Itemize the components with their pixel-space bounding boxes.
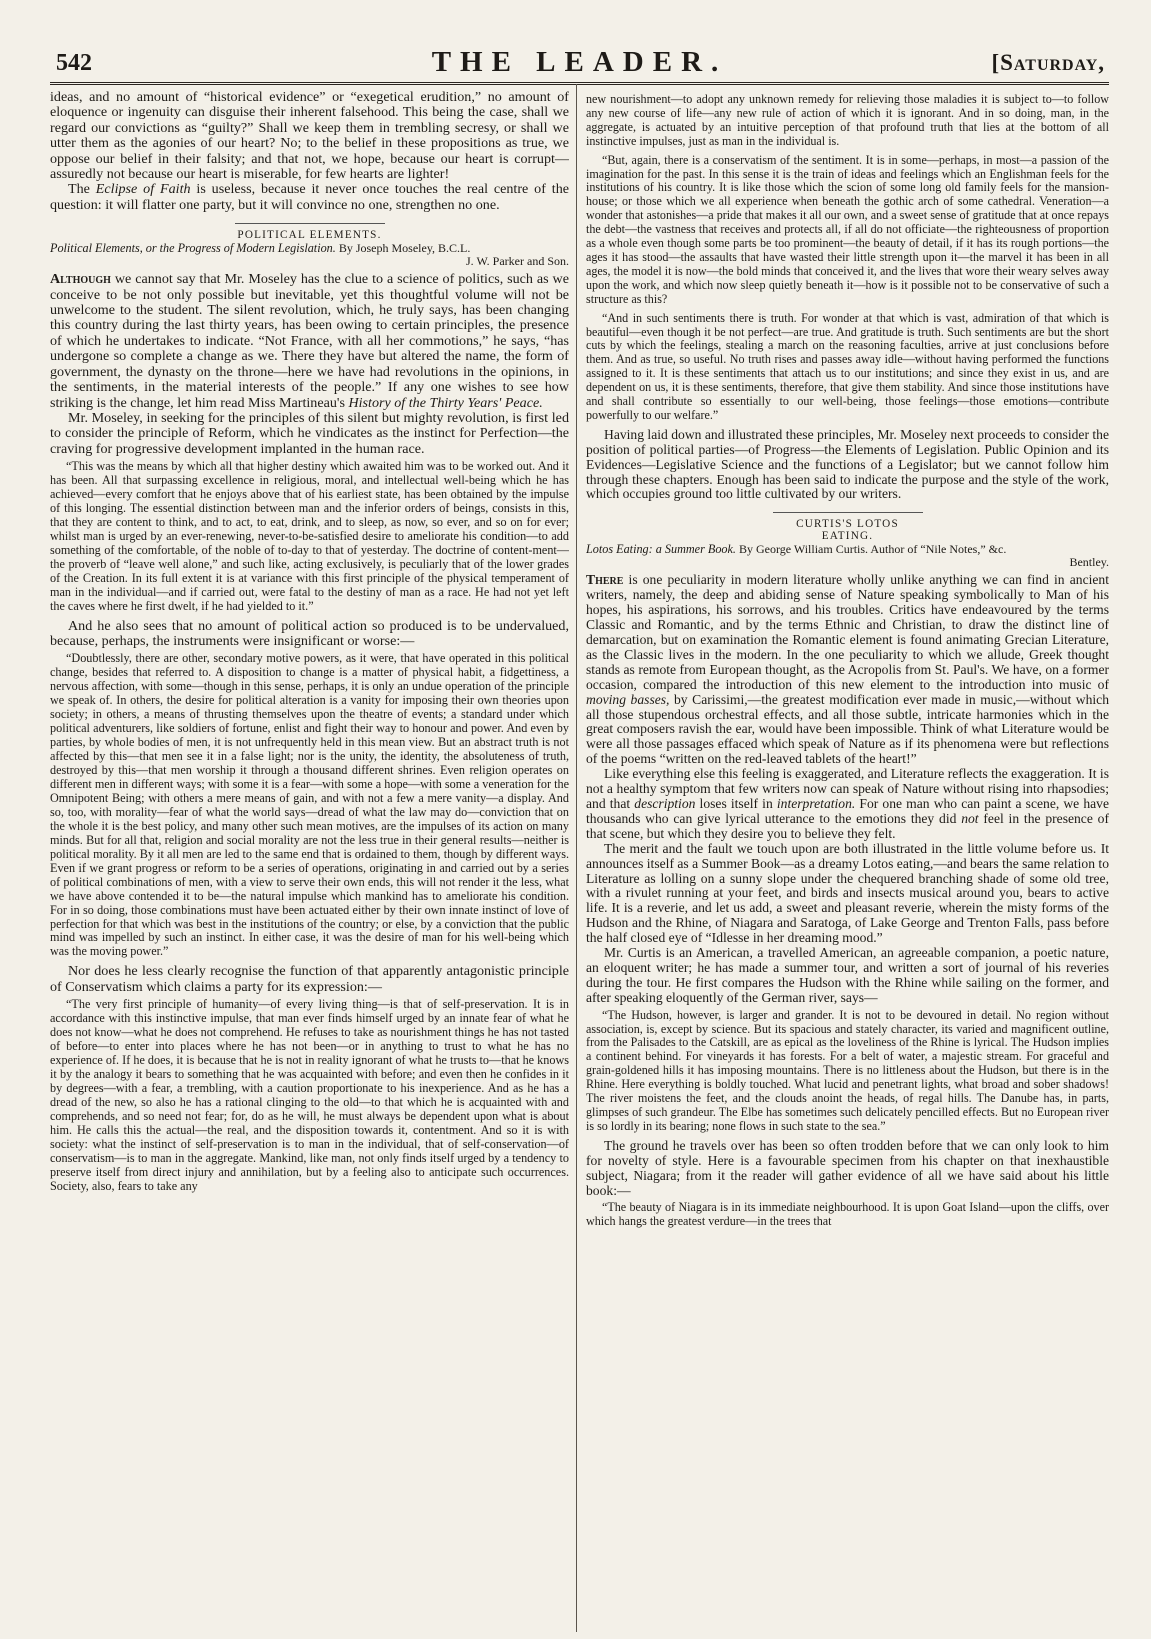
article-paragraph: Nor does he less clearly recognise the function of that apparently antagonistic principle of Conservatism which claims a party for its expression:— (50, 963, 569, 995)
book-title: History of the Thirty Years' Peace. (348, 394, 543, 411)
article-paragraph: There is one peculiarity in modern literature wholly unlike anything we can find in ancient writers, namely, the deep and abiding sense of Nature speaking symbolically to Man of his hopes, his aspirations, his sorrows, and his troubles. Critics have endeavoured by the terms Classic and Romantic, and by the terms Ethnic and Christian, to draw the distinct line of demarcation, but on examination the Romantic element is found animating Grecian Literature, as the Classic lives in the modern. In the one peculiarity to which we allude, Greek thought stands as remote from European thought, as the Acropolis from St. Paul's. We have, on a former occasion, compared the introduction of this new element to the introduction into music of moving basses, by Carissimi,—the greatest modification ever made in music,—without which all those stupendous orchestral effects, and all those subtle, intricate harmonies which in the great composers ravish the ear, would have been impossible. Think of what Literature would be were all those passages effaced which speak of Nature as if its phenomena were but reflections of the poems “written on the red-leaved tablets of the heart!” (586, 572, 1109, 767)
left-column (50, 90, 569, 1630)
section-heading: CURTIS'S LOTOS EATING. (773, 512, 923, 542)
column-divider (576, 84, 577, 1632)
article-paragraph: And he also sees that no amount of political action so produced is to be undervalued, because, perhaps, the instruments were insignificant or worse:— (50, 617, 569, 650)
article-paragraph: The Eclipse of Faith is useless, because it never once touches the real centre of the question: it will flatter one party, but it will convince no one, strengthen no one. (50, 181, 569, 213)
block-quote: “The beauty of Niagara is in its immediate neighbourhood. It is upon Goat Island—upon the cliffs, over which hangs the greatest verdure—in the trees that (586, 1200, 1109, 1229)
block-quote: new nourishment—to adopt any unknown remedy for relieving those maladies it is subject to—to follow any new course of life—any new rule of action of which it is ignorant. And in so doing, man, in the aggregate, is actuated by an intuitive perception of that profound truth that lies at the bottom of all instinctive impulses, just as man in the individual is. (586, 92, 1109, 148)
block-quote: “The very first principle of humanity—of every living thing—is that of self-preservation. It is in accordance with this instinctive impulse, that man ever finds himself urged by an innate fear of what he does not know—what he does not comprehend. He refuses to take as nourishment things he has not tasted of before—to enter into places where he has not been—or in anything to trust to what he has no experience of. If he does, it is because that he is not in reality ignorant of what he trusts to—that he knows it by the analogy it bears to something that he was acquainted with before; and even then he confides in it by degrees—with a fear, a trembling, with a caution proportionate to his inexperience. And as he has a dread of the new, so also he has a rational clinging to the old—to that which he is acquainted with and comprehends, and so need not fear; for, do as he will, he must always be dependent upon what is about him. He calls this the actual—the real, and the disposition towards it, contentment. And so it is with society: what the instinct of self-preservation is to man in the individual, that of self-conservation—of conservatism—is to man in the aggregate. Mankind, like man, not only finds itself urged by a tendency to preserve itself from direct injury and annihilation, but by a feeling also to anticipate such occurrences. Society, also, fears to take any (50, 997, 569, 1193)
right-column (586, 90, 1109, 1630)
article-paragraph: ideas, and no amount of “historical evidence” or “exegetical erudition,” no amount of eloquence or ingenuity can disguise their inherent falsehood. This being the case, shall we regard our convictions as “guilty?” Shall we keep them in trembling secresy, or shall we utter them as the agonies of our heart? No; to the belief in these propositions as true, we oppose our belief in their falsity; and that not, we hope, because our heart is corrupt—assuredly not because our heart is miserable, for few hearts are lighter! (50, 90, 569, 183)
page-number: 542 (56, 50, 92, 76)
block-quote: “This was the means by which all that higher destiny which awaited him was to be worked out. And it has been. All that surpassing excellence in religious, moral, and intellectual well-being which he has achieved—every comfort that he enjoys above that of his earliest state, has been obtained by the impulse of this longing. The essential distinction between man and the inferior orders of beings, consists in this, that they are content to think, and to act, to eat, drink, and to sleep, as now, so ever, and so on for ever; whilst man is urged by an ever-renewing, never-to-be-satisfied desire to ameliorate his condition—to add something of the comfortable, of the noble of to-day to that of yesterday. The doctrine of content-ment—the proverb of “leave well alone,” and such like, acting exclusively, is peculiarly that of the lower grades of the Creation. In its full extent it is at variance with this first principle of the physical temperament of man in the individual—and if carried out, were fatal to the destiny of man as a race. He had not yet left the caves where he first dwelt, if he had yielded to it.” (50, 459, 569, 613)
block-quote: “The Hudson, however, is larger and grander. It is not to be devoured in detail. No region without association, is, except by science. But its spacious and stately character, its varied and magnificent outline, from the Palisades to the Catskill, are as epical as the loveliness of the Rhine is lyrical. The Hudson implies a continent behind. For vineyards it has forests. For a belt of water, a majestic stream. For graceful and grain-goldened hills it has imposing mountains. There is no littleness about the Hudson, but there is in the Rhine. Here everything is boldly touched. What lucid and penetrant lights, what broad and sober shadows! The river moistens the feet, and the clouds anoint the heads, of regal hills. The Danube has, in parts, glimpses of such grandeur. The Elbe has sometimes such delicately pencilled effects. But no European river is so lordly in its bearing; none flows in such state to the sea.” (586, 1007, 1109, 1133)
section-heading: POLITICAL ELEMENTS. (235, 223, 385, 241)
article-paragraph: Having laid down and illustrated these principles, Mr. Moseley next proceeds to consider the position of political parties—of Progress—the Elements of Legislation. Public Opinion and its Evidences—Legislative Science and the functions of a Legislator; but we cannot follow him through these chapters. Enough has been said to indicate the purpose and the style of the work, which occupies ground too little cultivated by our writers. (586, 426, 1109, 502)
newspaper-title: THE LEADER. (431, 46, 728, 78)
block-quote: “Doubtlessly, there are other, secondary motive powers, as it were, that have operated in this political change, besides that referred to. A disposition to change is a matter of physical habit, a fidgettiness, a nervous affection, with some—though in this sense, perhaps, it is only an undue operation of the principle we speak of. In others, the desire for political alteration is a vanity for imposing their own theories upon society; in others, a means of thrusting themselves upon the theatre of events; a standard under which political adventurers, like soldiers of fortune, enlist and fight their way to honour and power. And even by parties, by whole bodies of men, it is not unfrequently held in this mean view. But an abstract truth is not affected by this—that men see it in a false light; nor is the unity, the identity, the absoluteness of truth, destroyed by this—that men worship it through a thousand different shrines. Even religion operates on different men in different ways; with some it is a fear—with some a hope—with some a veneration for the Omnipotent Being; with others a mere means of gain, and with not a few a mere vanity—a display. And so, too, with morality—fear of what the world says—dread of what the law may do—conviction that on the whole it is the best policy, and many other such mean motives, are the impulses of its action on many minds. But for all that, religion and social morality are not the less true in their general results—neither is political morality. By it all men are led to the same end that is ordained to them, though by different ways. Even if we grant progress or reform to be a series of operations, originating in and carried out by a series of political combinations of men, with a view to serve their own ends, this will not render it the less, what we have above contended it to be—the natural impulse which mankind has to ameliorate his condition. For in so doing, those combinations must have been actuated either by their own innate instinct of love of perfection for that which was best in the institutions of the country; or else, by a conviction that the public mind was impelled by such an instinct. In either case, it was the desire of man for his well-being which was the moving power.” (50, 651, 569, 959)
book-title: Eclipse of Faith (95, 181, 191, 198)
book-citation: Political Elements, or the Progress of Modern Legislation. By Joseph Moseley, B.C.L. J. W. Parker and Son. (50, 241, 569, 269)
article-paragraph: The ground he travels over has been so often trodden before that we can only look to him for novelty of style. Here is a favourable specimen from his chapter on that inexhaustible subject, Niagara; from it the reader will gather evidence of all we have said about his little book:— (586, 1137, 1109, 1198)
issue-day: [Saturday, (991, 50, 1105, 75)
article-paragraph: Mr. Moseley, in seeking for the principles of this silent but mighty revolution, is first led to consider the principle of Reform, which he vindicates as the instinct for Perfection—the craving for progressive development implanted in the human race. (50, 409, 569, 457)
article-paragraph: Although we cannot say that Mr. Moseley has the clue to a science of politics, such as we conceive to be not only possible but inevitable, yet this thoughtful volume will not be unwelcome to the student. The silent revolution, which, he truly says, has been changing this country during the last thirty years, has been owing to certain principles, the presence of which he undertakes to indicate. “Not France, with all her commotions,” he says, “has undergone so complete a change as we. There they have but altered the name, the form of government, the dynasty on the throne—here we have had revolutions in the opinions, in the sentiments, in the material interests of the people.” If any one wishes to see how striking is the change, let him read Miss Martineau's History of the Thirty Years' Peace. (50, 271, 569, 411)
block-quote: “But, again, there is a conservatism of the sentiment. It is in some—perhaps, in most—a passion of the imagination for the past. In this sense it is the train of ideas and feelings which an Englishman feels for the institutions of his country. It is like those which the scion of some long old family feels for the mansion-house; or those which we all experience when beneath the gothic arch of some cathedral. Veneration—a wonder that astonishes—a pride that makes it all our own, and a sweet sense of gratitude that at once repays the debt—the vastness that receives and protects all, if all do not officiate—the righteousness of proportion as a whole even though some parts be too prominent—the beauty of detail, if it has its rough portions—the ages it has stood—the assaults that have wasted their little strength upon it—the marvel it has been in all ages, the model it is now—the bold minds that conceived it, and the lives that wore their weary selves away upon the work, and which now sleep quietly beneath it—how is it possible not to be conservative of such a structure as this? (586, 152, 1109, 306)
article-paragraph: Mr. Curtis is an American, a travelled American, an agreeable companion, a poetic nature, an eloquent writer; he has made a summer tour, and written a sort of journal of his reveries during the tour. He first compares the Hudson with the Rhine while sailing on the former, and after speaking eloquently of the German river, says— (586, 945, 1109, 1005)
article-paragraph: Like everything else this feeling is exaggerated, and Literature reflects the exaggeration. It is not a healthy symptom that few writers now can speak of Nature without rising into rhapsodies; and that description loses itself in interpretation. For one man who can paint a scene, we have thousands who can give lyrical utterance to the emotions they did not feel in the presence of that scene, but which they desire you to believe they felt. (586, 766, 1109, 841)
article-paragraph: The merit and the fault we touch upon are both illustrated in the little volume before us. It announces itself as a Summer Book—as a dreamy Lotos eating,—and bears the same relation to Literature as lolling on a sunny slope under the chequered branching shade of some old tree, with a rivulet running at your feet, and birds and insects musical around you, bears to active life. It is a reverie, and let us add, a sweet and pleasant reverie, wherein the misty forms of the Hudson and the Rhine, of Niagara and Saratoga, of Lake George and Trenton Falls, pass before the half closed eye of “Idlesse in her dreaming mood.” (586, 840, 1109, 946)
masthead (50, 42, 1109, 85)
book-citation: Lotos Eating: a Summer Book. By George William Curtis. Author of “Nile Notes,” &c. Bentley. (586, 542, 1109, 570)
block-quote: “And in such sentiments there is truth. For wonder at that which is vast, admiration of that which is beautiful—even though it be not perfect—are true. And gratitude is truth. Such sentiments are but the short cuts by which the feelings, stealing a march on the reasoning faculties, arrive at just conclusions before them. And as true, so useful. No truth rises and passes away idle—without having performed the functions assigned to it. It is these sentiments that attach us to our institutions; and since they exist in us, and are dependent on us, it is these sentiments, therefore, that give them stability. And since those institutions have and shall contribute so essentially to our well-being, those feelings—those emotions—contribute powerfully to our welfare.” (586, 310, 1109, 422)
